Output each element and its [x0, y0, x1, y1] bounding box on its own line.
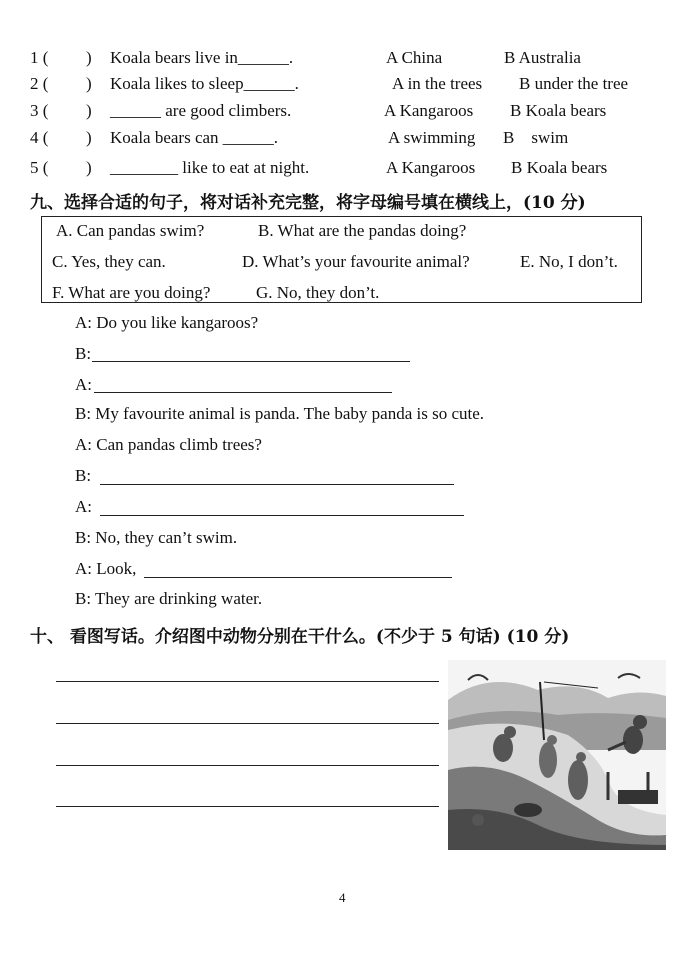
writing-line[interactable] — [56, 723, 439, 724]
dialogue-line: A: Can pandas climb trees? — [75, 435, 262, 454]
writing-line[interactable] — [56, 681, 439, 682]
option-e: E. No, I don’t. — [520, 252, 618, 271]
question-5-text: ________ like to eat at night. — [110, 158, 310, 177]
question-2-paren: ) — [86, 74, 92, 93]
animals-illustration — [448, 660, 666, 850]
answer-blank[interactable] — [144, 577, 452, 578]
question-5-option-b: B Koala bears — [511, 158, 608, 177]
question-5-paren: ) — [86, 158, 92, 177]
dialogue-line: A: Do you like kangaroos? — [75, 313, 259, 332]
writing-line[interactable] — [56, 806, 439, 807]
question-2-option-a: A in the trees — [392, 74, 483, 93]
page-number: 4 — [339, 890, 346, 905]
question-4-number: 4 ( — [30, 128, 49, 147]
question-5-number: 5 ( — [30, 158, 49, 177]
question-4-option-a: A swimming — [388, 128, 476, 147]
answer-blank[interactable] — [94, 392, 392, 393]
question-1-option-b: B Australia — [504, 48, 581, 67]
question-4-option-b: B swim — [503, 128, 569, 147]
question-1-option-a: A China — [386, 48, 443, 67]
dialogue-line: A: Look, — [75, 559, 137, 578]
question-3-option-b: B Koala bears — [510, 101, 607, 120]
option-a: A. Can pandas swim? — [56, 221, 205, 240]
answer-blank[interactable] — [100, 515, 464, 516]
option-g: G. No, they don’t. — [256, 283, 380, 302]
question-2-text: Koala likes to sleep______. — [110, 74, 299, 93]
question-3-text: ______ are good climbers. — [110, 101, 292, 120]
question-4-text: Koala bears can ______. — [110, 128, 279, 147]
writing-line[interactable] — [56, 765, 439, 766]
dialogue-line: B: — [75, 466, 92, 485]
answer-blank[interactable] — [92, 361, 410, 362]
question-3-paren: ) — [86, 101, 92, 120]
dialogue-line: B: No, they can’t swim. — [75, 528, 238, 547]
option-f: F. What are you doing? — [52, 283, 211, 302]
dialogue-line: B: — [75, 344, 92, 363]
question-2-option-b: B under the tree — [519, 74, 629, 93]
option-b: B. What are the pandas doing? — [258, 221, 467, 240]
answer-blank[interactable] — [100, 484, 454, 485]
question-3-number: 3 ( — [30, 101, 49, 120]
option-d: D. What’s your favourite animal? — [242, 252, 470, 271]
question-2-number: 2 ( — [30, 74, 49, 93]
question-1-text: Koala bears live in______. — [110, 48, 294, 67]
dialogue-line: B: My favourite animal is panda. The baby panda is so cute. — [75, 404, 485, 423]
animals-illustration-drawing — [448, 660, 666, 850]
dialogue-line: A: — [75, 375, 92, 394]
section-9-heading: 九、选择合适的句子，将对话补充完整，将字母编号填在横线上，(10 分) — [30, 193, 586, 213]
section-10-heading: 十、 看图写话。介绍图中动物分别在干什么。(不少于 5 句话) (10 分) — [30, 627, 570, 647]
question-3-option-a: A Kangaroos — [384, 101, 474, 120]
question-5-option-a: A Kangaroos — [386, 158, 476, 177]
option-c: C. Yes, they can. — [52, 252, 166, 271]
question-1-paren: ) — [86, 48, 92, 67]
dialogue-line: B: They are drinking water. — [75, 589, 263, 608]
dialogue-line: A: — [75, 497, 92, 516]
question-4-paren: ) — [86, 128, 92, 147]
question-1-number: 1 ( — [30, 48, 49, 67]
